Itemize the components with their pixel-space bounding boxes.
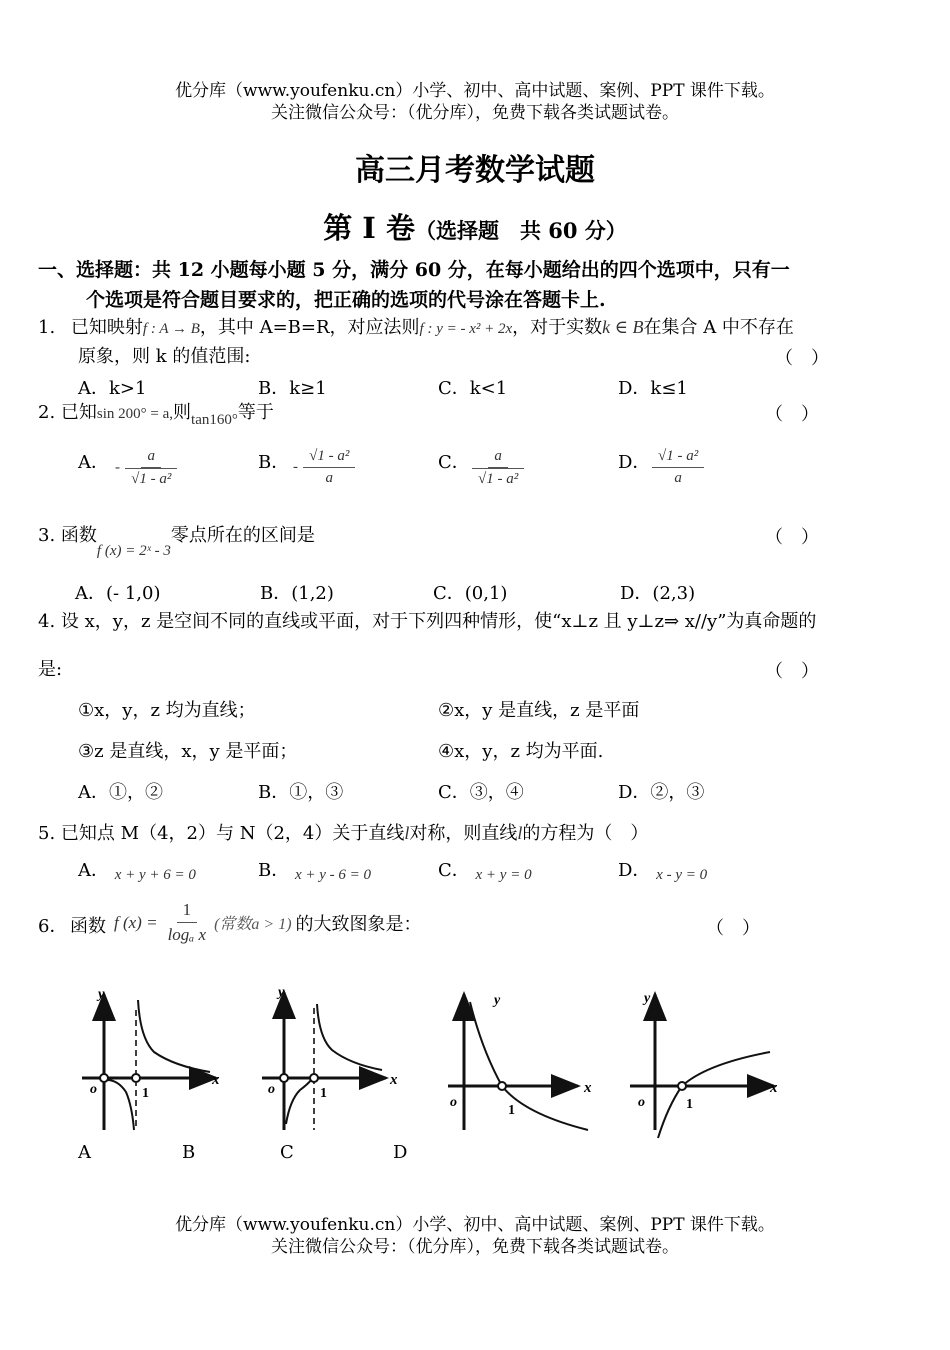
graph-a-left-branch [107,1080,134,1130]
q3-line-1 [38,523,315,559]
q1-option-b: B．k≥1 [258,378,327,399]
footer-line-1: 优分库（www.youfenku.cn）小学、初中、高中试题、案例、PPT 课件下载。 [175,1215,775,1235]
q6-text-1: 函数 [70,916,106,937]
graph-c-right-branch [317,1004,382,1070]
q5-b-label: B． [258,860,290,881]
q2-option-b [258,450,289,476]
q5-d-label: D． [618,860,651,881]
q6-condition: (常数a > 1) [214,916,292,933]
graph-c-origin-point [280,1074,288,1082]
graph-a-x-label: x [212,1072,220,1088]
graph-4-origin-label: o [638,1095,645,1110]
q4-option-d: D．②，③ [618,782,705,803]
q5-c-math: x + y = 0 [475,867,532,883]
q1-option-a: A．k>1 [78,378,147,399]
q4-answer-bracket: （ ） [765,661,819,682]
graph-3-curve [470,1002,588,1130]
q1-text-1: 已知映射 [70,317,143,338]
q5-b-math: x + y - 6 = 0 [294,867,372,883]
q5-option-d [618,858,707,885]
q5-c-label: C． [438,860,470,881]
graph-c-one-label: 1 [320,1086,327,1101]
graph-3-one-point [498,1082,506,1090]
graph-a-one-label: 1 [142,1086,149,1101]
graph-3-one-label: 1 [508,1103,515,1118]
q3-option-b: B．(1,2) [260,583,334,604]
q6-graphs [70,980,790,1140]
graph-c-one-point [310,1074,318,1082]
q2-d-numerator: √1 - a² [652,448,704,468]
q1-line-1 [38,314,794,342]
q3-option-c: C．(0,1) [433,583,508,604]
q6-number: 6． [38,916,68,937]
header-line-2: 关注微信公众号：（优分库），免费下载各类试题试卷。 [271,103,679,123]
q3-math-1: f (x) = 2ˣ - 3 [96,543,171,559]
graph-a-origin-point [100,1074,108,1082]
q2-math-2: tan160° [191,412,238,428]
q3-option-a: A．(- 1,0) [75,583,161,604]
q5-option-a [78,858,196,885]
q2-text-3: 等于 [237,402,274,423]
q2-option-a-label: A． [78,452,109,473]
q2-b-numerator: √1 - a² [303,448,355,468]
q5-text-2: 对称，则直线 [409,823,518,844]
graph-4-y-label: y [644,991,651,1006]
q5-line-l-2: l [517,823,523,843]
q3-number: 3. [38,525,56,546]
q5-text-1: 已知点 M（4，2）与 N（2，4）关于直线 [60,823,405,844]
q5-a-label: A． [78,860,109,881]
header-line-1: 优分库（www.youfenku.cn）小学、初中、高中试题、案例、PPT 课件下载。 [175,81,775,101]
q2-option-d-expr [652,448,704,487]
q4-case-4: ④x，y，z 均为平面. [438,741,604,762]
q6-formula [114,900,422,945]
q6-text-2: 的大致图象是： [295,913,422,935]
q5-option-c [438,858,532,885]
q2-b-denominator: a [325,470,333,486]
q2-c-denominator: √1 - a² [472,468,524,488]
section-heading [38,255,918,315]
graph-label-d: D [393,1142,408,1163]
q5-text-3: 的方程为（ ） [522,823,649,844]
subtitle [0,206,950,247]
q2-option-d-label: D． [618,452,651,473]
q4-line-1 [38,609,816,635]
q2-a-minus: - [115,459,120,476]
section-line-2: 个选项是符合题目要求的，把正确的选项的代号涂在答题卡上. [86,289,606,311]
section-line-1: 一、选择题：共 12 小题每小题 5 分，满分 60 分，在每小题给出的四个选项中，只有一 [38,259,790,281]
q3-option-d: D．(2,3) [620,583,696,604]
graph-c [262,985,398,1130]
q1-line-2: 原象，则 k 的值范围: [78,346,251,367]
graph-4-one-point [678,1082,686,1090]
q1-answer-bracket: （ ） [775,348,829,369]
q2-c-fraction [472,448,524,488]
q4-option-c: C．③，④ [438,782,524,803]
graph-a-one-point [132,1074,140,1082]
graph-label-a: A [78,1142,91,1163]
q2-d-denominator: a [674,470,682,486]
graph-4-one-label: 1 [686,1097,693,1112]
subtitle-main: 第 I 卷 [323,211,415,245]
graph-label-c: C [280,1142,294,1163]
q6-numerator: 1 [177,900,198,923]
q2-option-b-label: B． [258,452,290,473]
q1-text-2: ，其中 A=B=R，对应法则 [199,317,420,338]
graph-4-curve [658,1052,770,1138]
footer-line-2: 关注微信公众号：（优分库），免费下载各类试题试卷。 [271,1237,679,1257]
q4-case-3: ③z 是直线，x，y 是平面； [78,741,298,762]
q2-a-fraction [125,448,177,488]
q2-option-a [78,450,109,476]
q1-math-1: f : A → B [142,321,200,337]
q1-number: 1. [38,317,56,338]
q2-c-numerator: a [488,448,508,468]
q2-option-c-label: C． [438,452,470,473]
graph-a-right-branch [138,1000,210,1072]
q2-answer-bracket: （ ） [765,404,819,425]
graph-a-y-label: y [98,987,105,1002]
q4-case-1: ①x，y，z 均为直线； [78,700,256,721]
graph-a-origin-label: o [90,1082,97,1097]
graph-c-origin-label: o [268,1082,275,1097]
q2-a-numerator: a [141,448,161,468]
graph-3-origin-label: o [450,1095,457,1110]
subtitle-note: （选择题 共 60 分） [414,218,627,243]
q2-d-fraction [652,448,704,487]
q5-line-1 [38,820,648,847]
q4-option-a: A．①，② [78,782,163,803]
q5-number: 5. [38,823,56,844]
q2-option-c [438,450,470,476]
q2-b-fraction [303,448,355,487]
graph-c-left-branch [286,1080,311,1124]
q4-text-1: 设 x，y，z 是空间不同的直线或平面，对于下列四种情形，使“x⊥z 且 y⊥z⇒ x//y”为真命题的 [60,611,817,632]
q5-line-l: l [404,823,410,843]
q1-text-3: ，对于实数 [512,317,603,338]
q2-text-2: 则 [173,402,192,423]
graph-c-y-label: y [278,985,285,1000]
q1-math-3: k ∈ B [602,317,644,337]
graph-3 [448,993,592,1130]
q2-option-d [618,450,650,476]
q2-a-denominator: √1 - a² [125,468,177,488]
q3-answer-bracket: （ ） [765,527,819,548]
q1-text-4: 在集合 A 中不存在 [643,317,794,338]
graph-a [82,987,220,1130]
q4-number: 4. [38,611,56,632]
q4-case-2: ②x，y 是直线，z 是平面 [438,700,640,721]
q2-number: 2. [38,402,56,423]
q1-option-c: C．k<1 [438,378,508,399]
q2-line-1 [38,400,274,427]
q2-option-b-expr [293,448,355,487]
graph-3-y-label: y [494,993,501,1008]
q4-line-2: 是: [38,659,63,680]
graph-4-x-label: x [770,1080,778,1096]
q1-math-2: f : y = - x² + 2x [419,321,513,337]
q6-answer-bracket: （ ） [706,918,760,939]
q2-b-minus: - [293,459,298,475]
q6-fraction [162,900,213,945]
graph-label-b: B [182,1142,196,1163]
q3-text-1: 函数 [60,525,97,546]
q3-text-2: 零点所在的区间是 [170,525,315,546]
q6-denominator: logₐ x [167,925,207,944]
page-title: 高三月考数学试题 [355,153,595,188]
graph-c-x-label: x [390,1072,398,1088]
q5-a-math: x + y + 6 = 0 [114,867,196,883]
q2-text-1: 已知 [60,402,97,423]
q4-option-b: B．①，③ [258,782,344,803]
q2-math-1: sin 200° = a, [96,406,174,422]
q1-option-d: D．k≤1 [618,378,688,399]
q5-d-math: x - y = 0 [656,867,708,883]
q5-option-b [258,858,371,885]
graph-4 [630,991,778,1138]
q2-option-a-expr [115,448,177,488]
q6-lhs: f (x) = [114,912,158,932]
q2-option-c-expr [472,448,524,488]
graph-3-x-label: x [584,1080,592,1096]
